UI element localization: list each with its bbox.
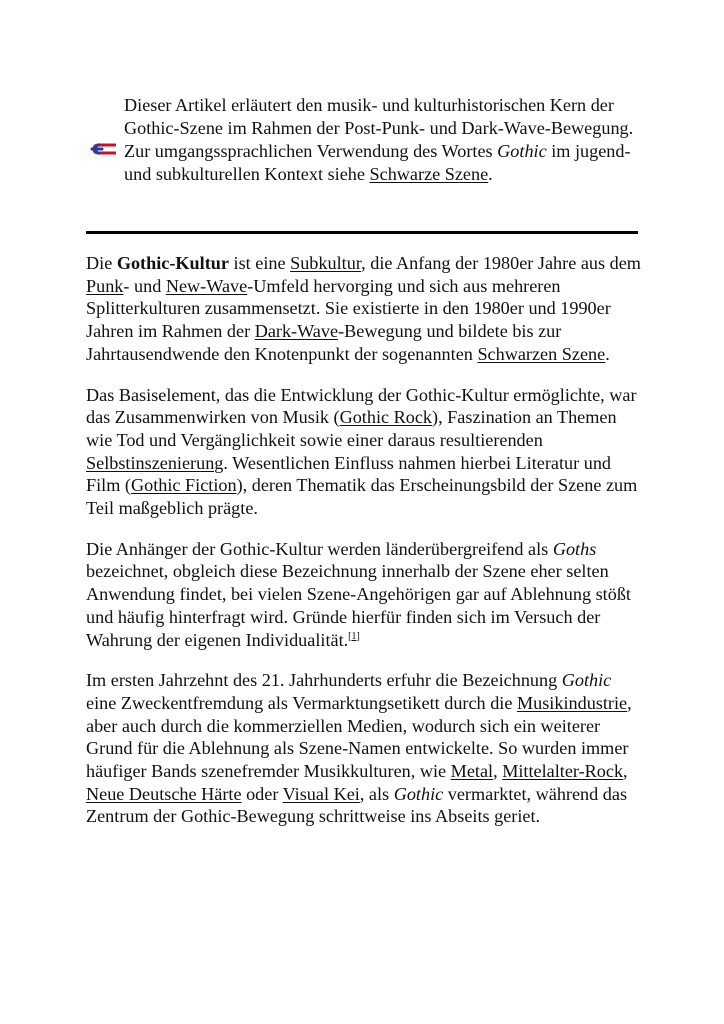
italic-term: Gothic [393,783,444,804]
link-visual-kei[interactable]: Visual Kei [282,783,360,804]
text-run: ), deren Thematik das Erscheinungsbild der Szene zum Teil maßgeblich prägte. [86,475,638,519]
link-punk[interactable]: Punk [86,275,124,296]
link-new-wave[interactable]: New-Wave [165,275,248,296]
hatnote-text-part: . [488,164,493,184]
text-run: , [493,761,503,782]
text-run: -Bewegung und bildete bis zur Jahrtausendwende den Knotenpunkt der sogenannten [86,321,562,364]
article-body [86,252,642,846]
hatnote-term: Gothic [497,141,547,161]
text-run: oder [241,783,283,804]
link-neue-deutsche-haerte[interactable]: Neue Deutsche Härte [86,783,242,804]
italic-term: Goths [552,538,597,559]
link-mittelalter-rock[interactable]: Mittelalter-Rock [502,761,624,782]
horizontal-rule [86,231,638,234]
paragraph-goths [86,538,642,652]
text-run: Die [86,253,117,273]
footnote-ref [348,631,360,642]
text-run: , die Anfang der 1980er Jahre aus dem [361,253,641,273]
text-run: Die Anhänger der Gothic-Kultur werden länderübergreifend als [86,538,553,559]
text-run: , [623,761,628,782]
text-run: eine Zweckentfremdung als Vermarktungsetikett durch die [86,692,517,713]
link-schwarzen-szene[interactable]: Schwarzen Szene [477,343,606,364]
text-run: bezeichnet, obgleich diese Bezeichnung innerhalb der Szene eher selten Anwendung findet, bei vielen Szene-Angehörigen gar auf Ablehnung stößt und häufig hinterfragt wird. Gründe hierfür finden sich im Versuch der Wahrung der eigenen Individualität. [86,561,631,650]
hatnote-text-part: im jugend- und subkulturellen Kontext siehe [124,141,631,184]
text-run: ), Faszination an Themen wie Tod und Vergänglichkeit sowie einer daraus resultierenden [86,407,617,450]
disambiguation-arrow-icon [90,140,116,158]
paragraph-intro [86,252,642,366]
link-metal[interactable]: Metal [450,761,494,782]
paragraph-basiselement [86,384,642,520]
text-run: , aber auch durch die kommerziellen Medien, wodurch sich ein weiterer Grund für die Ablehnung als Szene-Namen entwickelte. So wurden immer häufiger Bands szenefremder Musikkulturen, wie [86,692,632,782]
text-run: Das Basiselement, das die Entwicklung der Gothic-Kultur ermöglichte, war das Zusammenwirken von Musik ( [86,384,637,428]
text-run: Im ersten Jahrzehnt des 21. Jahrhunderts erfuhr die Bezeichnung [86,670,562,691]
hatnote-text [124,94,636,186]
text-run: vermarktet, während das Zentrum der Gothic-Bewegung schrittweise ins Abseits geriet. [86,783,628,827]
link-gothic-rock[interactable]: Gothic Rock [339,407,433,428]
link-dark-wave[interactable]: Dark-Wave [254,321,339,342]
link-selbstinszenierung[interactable]: Selbstinszenierung [86,452,224,473]
paragraph-21-jahrhundert [86,669,642,828]
text-run: , als [359,783,394,804]
link-musikindustrie[interactable]: Musikindustrie [516,692,628,713]
text-run: . [605,343,610,364]
text-run: ist eine [228,253,291,273]
text-run: . Wesentlichen Einfluss nahmen hierbei Literatur und Film ( [86,452,612,496]
text-run: - und [123,275,166,296]
bold-term: Gothic-Kultur [116,253,229,273]
footnote-link-1[interactable]: [1] [348,630,360,642]
hatnote-text-part: Dieser Artikel erläutert den musik- und kulturhistorischen Kern der Gothic-Szene im Rahmen der Post-Punk- und Dark-Wave-Bewegung. Zur umgangssprachlichen Verwendung des Wortes [124,95,634,161]
text-run: -Umfeld hervorging und sich aus mehreren Splitterkulturen zusammensetzt. Sie existierte in den 1980er und 1990er Jahren im Rahmen der [86,275,611,342]
italic-term: Gothic [561,670,612,691]
link-gothic-fiction[interactable]: Gothic Fiction [130,475,237,496]
link-schwarze-szene[interactable]: Schwarze Szene [369,164,489,184]
link-subkultur[interactable]: Subkultur [290,253,362,273]
